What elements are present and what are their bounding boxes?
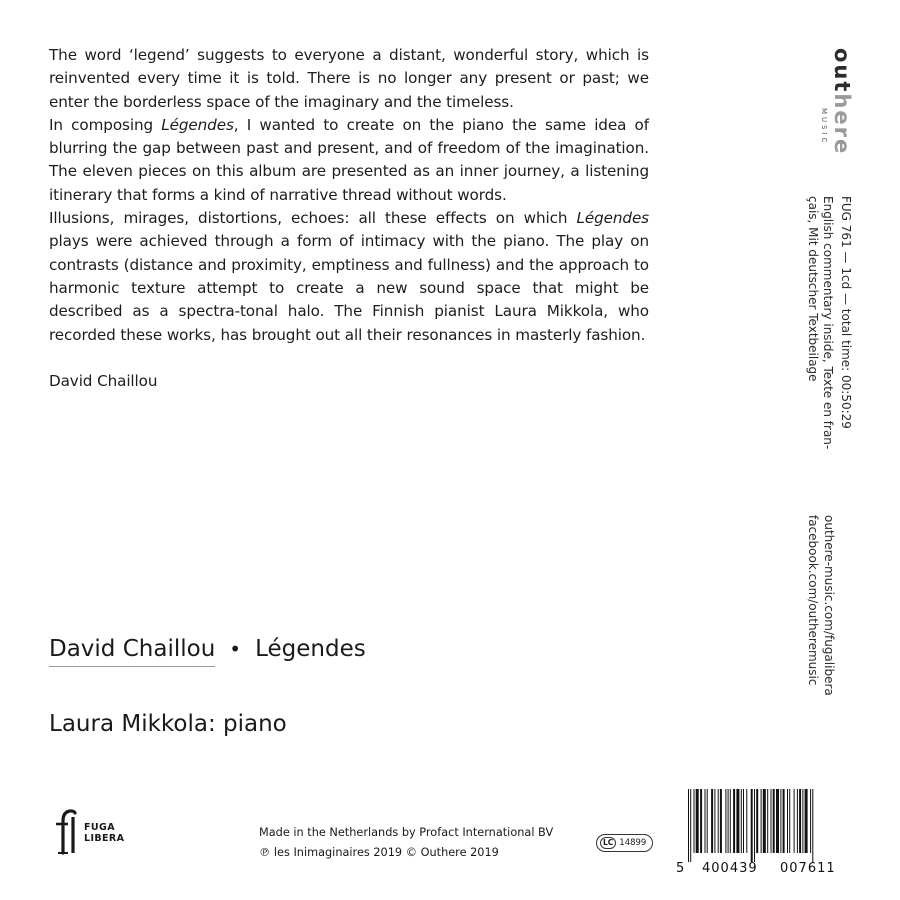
lc-icon: LC (600, 837, 616, 849)
outhere-music-label: MUSIC (820, 108, 828, 146)
paragraph-3: Illusions, mirages, distortions, echoes: all these effects on which Légendes plays were achieved through a form of intimacy with the piano. The play on contrasts (distance and proximity, emptiness and fullness) and the approach to harmonic texture attempt to create a new sound space that might be described as a spectra-tonal halo. The Finnish pianist Laura Mikkola, who recorded these works, has brought out all their resonances in masterly fashion. (49, 209, 649, 344)
barcode-bar (771, 789, 772, 853)
credits (259, 823, 553, 863)
barcode-bar (767, 789, 768, 853)
album-title: Légendes (255, 636, 366, 662)
barcode-bar (773, 789, 775, 853)
barcode-bar (787, 789, 788, 853)
barcode-bar (751, 789, 753, 862)
website-link: outhere-music.com/fugalibera (822, 515, 836, 696)
label-code-badge (596, 834, 653, 852)
barcode-bar (690, 789, 691, 862)
barcode-bar (718, 789, 719, 853)
fuga-libera-logo: FUGA LIBERA (50, 807, 124, 855)
facebook-link: facebook.com/outheremusic (806, 515, 820, 686)
catalog-info: FUG 761 — 1cd — total time: 00:50:29 (839, 196, 853, 429)
essay-author: David Chaillou (49, 371, 158, 390)
barcode-bar (714, 789, 715, 853)
barcode-bar (700, 789, 702, 853)
barcode-bar (756, 789, 758, 853)
composer-name: David Chaillou (49, 636, 215, 667)
barcode-bar (743, 789, 744, 853)
barcode-right-digits: 007611 (780, 861, 836, 876)
barcode-bar (780, 789, 781, 853)
performer: Laura Mikkola: piano (49, 711, 287, 737)
barcode-bar (789, 789, 790, 853)
barcode-bar (805, 789, 808, 853)
barcode-bar (705, 789, 706, 853)
barcode-bar (763, 789, 766, 853)
barcode-bar (761, 789, 762, 853)
barcode-bar (694, 789, 695, 853)
barcode-bar (707, 789, 708, 853)
title-separator: • (229, 637, 242, 661)
paragraph-1: The word ‘legend’ suggests to everyone a distant, wonderful story, which is reinvented every time it is told. There is no longer any present or past; we enter the borderless space of the imaginary and the timeless. (49, 46, 649, 111)
barcode-bar (783, 789, 785, 853)
barcode-left-digits: 400439 (702, 861, 758, 876)
barcode-bar (794, 789, 795, 853)
liner-notes (49, 44, 649, 393)
barcode-bar (696, 789, 699, 853)
barcode (688, 789, 850, 862)
barcode-bar (733, 789, 735, 853)
barcode-bar (812, 789, 813, 862)
barcode-bar (810, 789, 811, 853)
manufacture-credit: Made in the Netherlands by Profact International BV (259, 826, 554, 839)
barcode-bar (797, 789, 798, 853)
label-code-number: 14899 (619, 838, 647, 848)
barcode-bar (720, 789, 722, 853)
barcode-bar (754, 789, 755, 862)
fl-monogram-icon (50, 807, 80, 855)
barcode-bar (802, 789, 803, 853)
barcode-bar (776, 789, 779, 853)
barcode-bar (736, 789, 739, 853)
barcode-bar (730, 789, 731, 853)
album-title-row (49, 636, 366, 667)
web-links (805, 515, 837, 696)
barcode-bar (728, 789, 729, 853)
barcode-bar (799, 789, 801, 853)
barcode-bar (741, 789, 742, 853)
outhere-logo: outhere (830, 48, 854, 156)
barcode-bar (725, 789, 726, 853)
language-notes: English commentary inside, Texte en fran- çais, Mit deutscher Textbeilage (806, 196, 835, 450)
paragraph-2: In composing Légendes, I wanted to create on the piano the same idea of blurring the gap between past and present, and of freedom of the imagination. The eleven pieces on this album are presented as an inner journey, a listening itinerary that forms a kind of narrative thread without words. (49, 115, 649, 204)
copyright-credit: ℗ les Inimaginaires 2019 © Outhere 2019 (259, 846, 499, 859)
barcode-bar (746, 789, 747, 853)
barcode-bar (688, 789, 689, 862)
barcode-bar (711, 789, 713, 853)
barcode-first-digit: 5 (676, 861, 686, 876)
